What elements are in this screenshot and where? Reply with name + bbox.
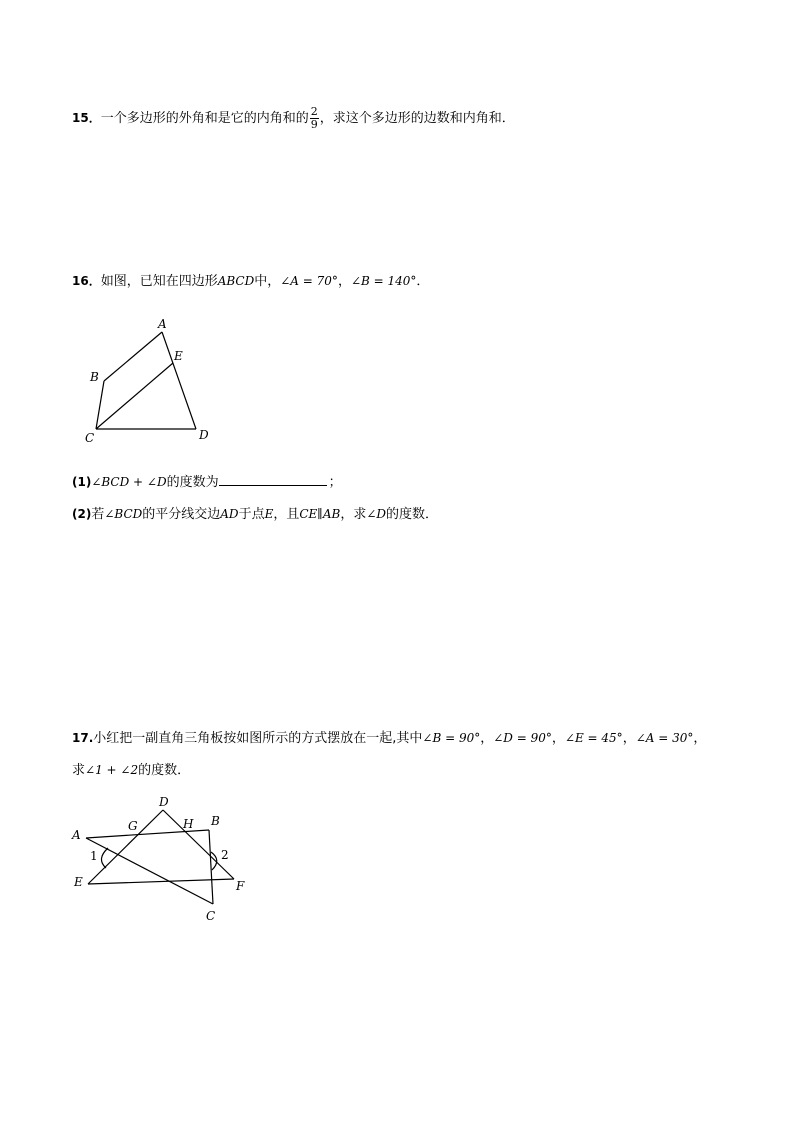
question-text: 如图，已知在四边形 (100, 274, 218, 289)
triangles-figure (66, 792, 256, 928)
quadrilateral-name: ABCD (217, 274, 255, 288)
question-17 (72, 729, 706, 748)
question-17-line-2 (72, 761, 190, 780)
label-angle-2: 2 (221, 848, 229, 862)
fraction (310, 106, 319, 131)
question-number: 17. (72, 731, 94, 745)
question-text: 的度数． (138, 763, 191, 778)
quadrilateral-figure (80, 314, 220, 450)
segment-ce (96, 363, 173, 429)
question-16-part-1 (72, 473, 342, 492)
period: ． (416, 274, 430, 289)
condition-angle-b: ∠B = 90° (422, 731, 481, 745)
question-16 (72, 272, 429, 291)
label-c: C (85, 431, 95, 445)
segment-ad: AD (220, 507, 239, 521)
angle-expression: ∠BCD + ∠D (91, 475, 167, 489)
semicolon: ； (328, 475, 342, 490)
condition-angle-d: ∠D = 90° (493, 731, 552, 745)
side-fd (163, 810, 234, 879)
question-number: 15． (72, 111, 101, 125)
separator: ， (622, 731, 636, 746)
point-e: E (264, 507, 274, 521)
part-text: 若 (91, 507, 105, 522)
part-text: 的度数． (386, 507, 439, 522)
answer-blank[interactable] (219, 473, 327, 486)
side-da (162, 332, 196, 429)
angle-b: ∠B = 140° (350, 274, 417, 288)
label-angle-1: 1 (90, 849, 98, 863)
condition-angle-e: ∠E = 45° (564, 731, 623, 745)
label-e: E (74, 875, 83, 889)
part-text: 的平分线交边 (142, 507, 221, 522)
separator: ， (551, 731, 565, 746)
angle-d: ∠D (366, 507, 387, 521)
condition-angle-a: ∠A = 30° (635, 731, 694, 745)
angle-sum-expression: ∠1 + ∠2 (85, 763, 139, 777)
label-a: A (72, 828, 81, 842)
angle-a: ∠A = 70° (280, 274, 338, 288)
label-a: A (158, 317, 167, 331)
side-de (88, 810, 163, 884)
question-text: 中， (254, 274, 281, 289)
question-number: 16． (72, 274, 101, 288)
question-text: 一个多边形的外角和是它的内角和的 (100, 111, 309, 126)
label-h: H (183, 817, 194, 831)
separator: ， (693, 731, 707, 746)
angle-bcd: ∠BCD (104, 507, 143, 521)
side-bc (96, 381, 104, 429)
parallel-condition: CE∥AB (299, 507, 341, 521)
label-g: G (128, 819, 138, 833)
side-ab (104, 332, 162, 381)
part-number: (1) (72, 475, 92, 489)
separator: ， (337, 274, 351, 289)
question-16-part-2 (72, 505, 438, 524)
side-ca (86, 838, 213, 904)
question-15 (72, 106, 515, 131)
question-text: 小红把一副直角三角板按如图所示的方式摆放在一起,其中 (93, 731, 423, 746)
label-f: F (236, 879, 245, 893)
fraction-denominator: 9 (310, 118, 318, 131)
label-e: E (174, 349, 183, 363)
question-text: ，求这个多边形的边数和内角和． (319, 111, 515, 126)
label-b: B (211, 814, 220, 828)
label-d: D (199, 428, 209, 442)
label-b: B (90, 370, 99, 384)
label-c: C (206, 909, 216, 923)
part-text: 的度数为 (166, 475, 219, 490)
part-text: ，且 (273, 507, 300, 522)
part-text: 于点 (238, 507, 265, 522)
label-d: D (159, 795, 169, 809)
part-text: ，求 (340, 507, 367, 522)
fraction-numerator: 2 (310, 105, 318, 118)
question-text: 求 (72, 763, 86, 778)
part-number: (2) (72, 507, 92, 521)
separator: ， (480, 731, 494, 746)
side-bc (209, 830, 213, 904)
